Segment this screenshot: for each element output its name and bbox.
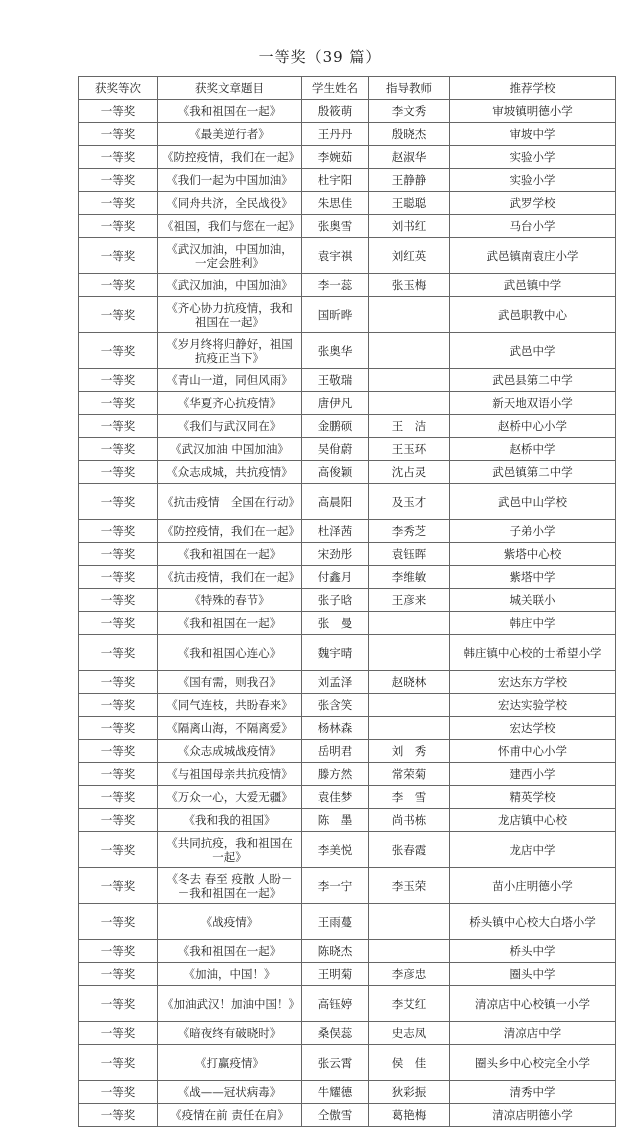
title-cell: 《万众一心，大爱无疆》	[158, 786, 302, 809]
award-cell: 一等奖	[79, 832, 158, 868]
student-cell: 杨林森	[302, 717, 369, 740]
student-cell: 殷筱萌	[302, 100, 369, 123]
teacher-cell: 王玉环	[369, 438, 450, 461]
teacher-cell: 葛艳梅	[369, 1104, 450, 1127]
table-row	[79, 589, 616, 612]
title-cell: 《祖国，我们与您在一起》	[158, 215, 302, 238]
award-cell: 一等奖	[79, 123, 158, 146]
school-cell: 宏达东方学校	[450, 671, 616, 694]
award-cell: 一等奖	[79, 963, 158, 986]
table-row	[79, 868, 616, 904]
award-cell: 一等奖	[79, 1081, 158, 1104]
teacher-cell: 李彦忠	[369, 963, 450, 986]
table-row	[79, 612, 616, 635]
title-cell: 《武汉加油，中国加油》	[158, 274, 302, 297]
award-cell: 一等奖	[79, 238, 158, 274]
table-row	[79, 297, 616, 333]
table-row	[79, 1045, 616, 1081]
table-row	[79, 333, 616, 369]
title-cell: 《我和祖国在一起》	[158, 543, 302, 566]
teacher-cell: 张春霞	[369, 832, 450, 868]
title-cell: 《我和祖国在一起》	[158, 100, 302, 123]
student-cell: 岳明君	[302, 740, 369, 763]
student-cell: 李婉茹	[302, 146, 369, 169]
award-cell: 一等奖	[79, 461, 158, 484]
header-award: 获奖等次	[79, 77, 158, 100]
table-row	[79, 786, 616, 809]
student-cell: 张含笑	[302, 694, 369, 717]
table-row	[79, 369, 616, 392]
teacher-cell	[369, 369, 450, 392]
table-row	[79, 1104, 616, 1127]
school-cell: 韩庄镇中心校的士希望小学	[450, 635, 616, 671]
award-cell: 一等奖	[79, 100, 158, 123]
school-cell: 子弟小学	[450, 520, 616, 543]
school-cell: 桥头中学	[450, 940, 616, 963]
table-row	[79, 438, 616, 461]
table-row	[79, 461, 616, 484]
school-cell: 新天地双语小学	[450, 392, 616, 415]
title-cell: 《隔离山海，不隔离爱》	[158, 717, 302, 740]
school-cell: 怀甫中心小学	[450, 740, 616, 763]
title-cell: 《武汉加油 中国加油》	[158, 438, 302, 461]
title-cell: 《我和祖国心连心》	[158, 635, 302, 671]
title-cell: 《特殊的春节》	[158, 589, 302, 612]
award-cell: 一等奖	[79, 694, 158, 717]
teacher-cell	[369, 333, 450, 369]
student-cell: 吴佾蔚	[302, 438, 369, 461]
student-cell: 王敬瑞	[302, 369, 369, 392]
teacher-cell: 尚书栋	[369, 809, 450, 832]
student-cell: 李一宁	[302, 868, 369, 904]
award-cell: 一等奖	[79, 438, 158, 461]
table-row	[79, 832, 616, 868]
student-cell: 付鑫月	[302, 566, 369, 589]
student-cell: 仝傲雪	[302, 1104, 369, 1127]
award-cell: 一等奖	[79, 484, 158, 520]
school-cell: 武邑镇南袁庄小学	[450, 238, 616, 274]
award-cell: 一等奖	[79, 369, 158, 392]
award-cell: 一等奖	[79, 520, 158, 543]
teacher-cell	[369, 694, 450, 717]
school-cell: 龙店中学	[450, 832, 616, 868]
teacher-cell: 李维敏	[369, 566, 450, 589]
teacher-cell	[369, 717, 450, 740]
teacher-cell: 王静静	[369, 169, 450, 192]
award-table	[78, 76, 616, 1127]
award-cell: 一等奖	[79, 717, 158, 740]
student-cell: 张奥雪	[302, 215, 369, 238]
award-cell: 一等奖	[79, 589, 158, 612]
award-cell: 一等奖	[79, 809, 158, 832]
table-row	[79, 809, 616, 832]
student-cell: 滕方然	[302, 763, 369, 786]
title-cell: 《我和我的祖国》	[158, 809, 302, 832]
table-row	[79, 1022, 616, 1045]
student-cell: 魏宇晴	[302, 635, 369, 671]
award-cell: 一等奖	[79, 274, 158, 297]
award-cell: 一等奖	[79, 940, 158, 963]
table-row	[79, 986, 616, 1022]
school-cell: 武邑镇中学	[450, 274, 616, 297]
school-cell: 龙店镇中心校	[450, 809, 616, 832]
title-cell: 《加油武汉！加油中国！》	[158, 986, 302, 1022]
student-cell: 高钰婷	[302, 986, 369, 1022]
student-cell: 张云霄	[302, 1045, 369, 1081]
teacher-cell	[369, 904, 450, 940]
award-cell: 一等奖	[79, 740, 158, 763]
student-cell: 袁宇祺	[302, 238, 369, 274]
school-cell: 紫塔中心校	[450, 543, 616, 566]
teacher-cell: 王聪聪	[369, 192, 450, 215]
award-cell: 一等奖	[79, 392, 158, 415]
teacher-cell: 李 雪	[369, 786, 450, 809]
school-cell: 韩庄中学	[450, 612, 616, 635]
award-cell: 一等奖	[79, 1045, 158, 1081]
table-row	[79, 717, 616, 740]
teacher-cell: 及玉才	[369, 484, 450, 520]
student-cell: 牛耀德	[302, 1081, 369, 1104]
student-cell: 陈晓杰	[302, 940, 369, 963]
title-cell: 《武汉加油，中国加油，一定会胜利》	[158, 238, 302, 274]
teacher-cell: 侯 佳	[369, 1045, 450, 1081]
title-cell: 《与祖国母亲共抗疫情》	[158, 763, 302, 786]
table-row	[79, 694, 616, 717]
school-cell: 宏达实验学校	[450, 694, 616, 717]
school-cell: 建西小学	[450, 763, 616, 786]
award-cell: 一等奖	[79, 635, 158, 671]
table-row	[79, 740, 616, 763]
title-cell: 《我和祖国在一起》	[158, 612, 302, 635]
school-cell: 圈头中学	[450, 963, 616, 986]
award-cell: 一等奖	[79, 415, 158, 438]
table-row	[79, 1081, 616, 1104]
table-row	[79, 940, 616, 963]
title-cell: 《青山一道，同但风雨》	[158, 369, 302, 392]
award-cell: 一等奖	[79, 146, 158, 169]
table-row	[79, 566, 616, 589]
award-cell: 一等奖	[79, 904, 158, 940]
award-cell: 一等奖	[79, 169, 158, 192]
title-cell: 《我和祖国在一起》	[158, 940, 302, 963]
table-body	[79, 100, 616, 1127]
award-cell: 一等奖	[79, 215, 158, 238]
title-cell: 《最美逆行者》	[158, 123, 302, 146]
teacher-cell: 常荣菊	[369, 763, 450, 786]
table-row	[79, 904, 616, 940]
school-cell: 武邑职教中心	[450, 297, 616, 333]
title-cell: 《冬去 春至 疫散 人盼－－我和祖国在一起》	[158, 868, 302, 904]
table-header	[79, 77, 616, 100]
teacher-cell	[369, 612, 450, 635]
teacher-cell: 沈占灵	[369, 461, 450, 484]
school-cell: 清凉店中心校镇一小学	[450, 986, 616, 1022]
award-cell: 一等奖	[79, 566, 158, 589]
title-cell: 《暗夜终有破晓时》	[158, 1022, 302, 1045]
teacher-cell	[369, 392, 450, 415]
award-cell: 一等奖	[79, 192, 158, 215]
award-cell: 一等奖	[79, 1104, 158, 1127]
student-cell: 金鹏硕	[302, 415, 369, 438]
award-cell: 一等奖	[79, 986, 158, 1022]
title-cell: 《同气连枝，共盼春来》	[158, 694, 302, 717]
title-cell: 《众志成城，共抗疫情》	[158, 461, 302, 484]
title-cell: 《疫情在前 责任在肩》	[158, 1104, 302, 1127]
table-row	[79, 415, 616, 438]
table-row	[79, 520, 616, 543]
table-row	[79, 123, 616, 146]
student-cell: 宋劲彤	[302, 543, 369, 566]
table-row	[79, 274, 616, 297]
teacher-cell: 狄彩振	[369, 1081, 450, 1104]
school-cell: 清秀中学	[450, 1081, 616, 1104]
teacher-cell: 袁钰晖	[369, 543, 450, 566]
student-cell: 杜宇阳	[302, 169, 369, 192]
page-title: 一等奖（39 篇）	[258, 48, 382, 66]
school-cell: 圈头乡中心校完全小学	[450, 1045, 616, 1081]
student-cell: 唐伊凡	[302, 392, 369, 415]
header-title: 获奖文章题目	[158, 77, 302, 100]
title-cell: 《我们与武汉同在》	[158, 415, 302, 438]
teacher-cell	[369, 297, 450, 333]
school-cell: 武邑县第二中学	[450, 369, 616, 392]
title-cell: 《打赢疫情》	[158, 1045, 302, 1081]
title-cell: 《战疫情》	[158, 904, 302, 940]
school-cell: 桥头镇中心校大白塔小学	[450, 904, 616, 940]
school-cell: 实验小学	[450, 146, 616, 169]
student-cell: 桑俣蕊	[302, 1022, 369, 1045]
student-cell: 王雨蔓	[302, 904, 369, 940]
table-row	[79, 484, 616, 520]
student-cell: 高晨阳	[302, 484, 369, 520]
award-cell: 一等奖	[79, 671, 158, 694]
teacher-cell: 李秀芝	[369, 520, 450, 543]
school-cell: 武邑中山学校	[450, 484, 616, 520]
student-cell: 朱思佳	[302, 192, 369, 215]
teacher-cell: 王彦来	[369, 589, 450, 612]
student-cell: 高俊颖	[302, 461, 369, 484]
teacher-cell: 李艾红	[369, 986, 450, 1022]
table-row	[79, 146, 616, 169]
school-cell: 马台小学	[450, 215, 616, 238]
student-cell: 王明菊	[302, 963, 369, 986]
student-cell: 国昕晔	[302, 297, 369, 333]
title-cell: 《抗击疫情 全国在行动》	[158, 484, 302, 520]
teacher-cell: 刘 秀	[369, 740, 450, 763]
title-cell: 《抗击疫情，我们在一起》	[158, 566, 302, 589]
table-row	[79, 543, 616, 566]
school-cell: 城关联小	[450, 589, 616, 612]
title-cell: 《同舟共济，全民战役》	[158, 192, 302, 215]
title-cell: 《加油，中国！》	[158, 963, 302, 986]
award-cell: 一等奖	[79, 1022, 158, 1045]
table-row	[79, 671, 616, 694]
table-row	[79, 238, 616, 274]
student-cell: 陈 墨	[302, 809, 369, 832]
school-cell: 赵桥中学	[450, 438, 616, 461]
school-cell: 宏达学校	[450, 717, 616, 740]
table-row	[79, 963, 616, 986]
school-cell: 武邑中学	[450, 333, 616, 369]
student-cell: 张奥华	[302, 333, 369, 369]
student-cell: 李美悦	[302, 832, 369, 868]
award-cell: 一等奖	[79, 297, 158, 333]
title-cell: 《华夏齐心抗疫情》	[158, 392, 302, 415]
title-cell: 《防控疫情，我们在一起》	[158, 520, 302, 543]
header-student: 学生姓名	[302, 77, 369, 100]
title-cell: 《众志成城战疫情》	[158, 740, 302, 763]
school-cell: 武罗学校	[450, 192, 616, 215]
title-cell: 《齐心协力抗疫情，我和祖国在一起》	[158, 297, 302, 333]
school-cell: 审坡镇明德小学	[450, 100, 616, 123]
award-cell: 一等奖	[79, 543, 158, 566]
teacher-cell: 刘书红	[369, 215, 450, 238]
student-cell: 张子晗	[302, 589, 369, 612]
table-row	[79, 100, 616, 123]
title-cell: 《战——冠状病毒》	[158, 1081, 302, 1104]
table-row	[79, 192, 616, 215]
school-cell: 审坡中学	[450, 123, 616, 146]
teacher-cell: 王 洁	[369, 415, 450, 438]
teacher-cell	[369, 940, 450, 963]
title-cell: 《岁月终将归静好，祖国抗疫正当下》	[158, 333, 302, 369]
title-cell: 《我们一起为中国加油》	[158, 169, 302, 192]
teacher-cell: 李文秀	[369, 100, 450, 123]
student-cell: 袁佳梦	[302, 786, 369, 809]
school-cell: 武邑镇第二中学	[450, 461, 616, 484]
table-row	[79, 215, 616, 238]
table-row	[79, 763, 616, 786]
header-teacher: 指导教师	[369, 77, 450, 100]
header-school: 推荐学校	[450, 77, 616, 100]
title-cell: 《国有需，则我召》	[158, 671, 302, 694]
teacher-cell: 殷晓杰	[369, 123, 450, 146]
school-cell: 苗小庄明德小学	[450, 868, 616, 904]
teacher-cell: 张玉梅	[369, 274, 450, 297]
award-cell: 一等奖	[79, 763, 158, 786]
school-cell: 赵桥中心小学	[450, 415, 616, 438]
teacher-cell: 赵淑华	[369, 146, 450, 169]
table-row	[79, 392, 616, 415]
student-cell: 李一蕊	[302, 274, 369, 297]
award-cell: 一等奖	[79, 868, 158, 904]
school-cell: 实验小学	[450, 169, 616, 192]
table-row	[79, 635, 616, 671]
award-cell: 一等奖	[79, 612, 158, 635]
teacher-cell: 李玉荣	[369, 868, 450, 904]
teacher-cell: 刘红英	[369, 238, 450, 274]
student-cell: 刘孟泽	[302, 671, 369, 694]
award-cell: 一等奖	[79, 786, 158, 809]
school-cell: 清凉店明德小学	[450, 1104, 616, 1127]
title-cell: 《共同抗疫，我和祖国在一起》	[158, 832, 302, 868]
school-cell: 精英学校	[450, 786, 616, 809]
teacher-cell: 赵晓林	[369, 671, 450, 694]
student-cell: 王丹丹	[302, 123, 369, 146]
student-cell: 杜泽茜	[302, 520, 369, 543]
award-cell: 一等奖	[79, 333, 158, 369]
teacher-cell	[369, 635, 450, 671]
table-row	[79, 169, 616, 192]
student-cell: 张 曼	[302, 612, 369, 635]
title-cell: 《防控疫情，我们在一起》	[158, 146, 302, 169]
teacher-cell: 史志凤	[369, 1022, 450, 1045]
school-cell: 紫塔中学	[450, 566, 616, 589]
school-cell: 清凉店中学	[450, 1022, 616, 1045]
